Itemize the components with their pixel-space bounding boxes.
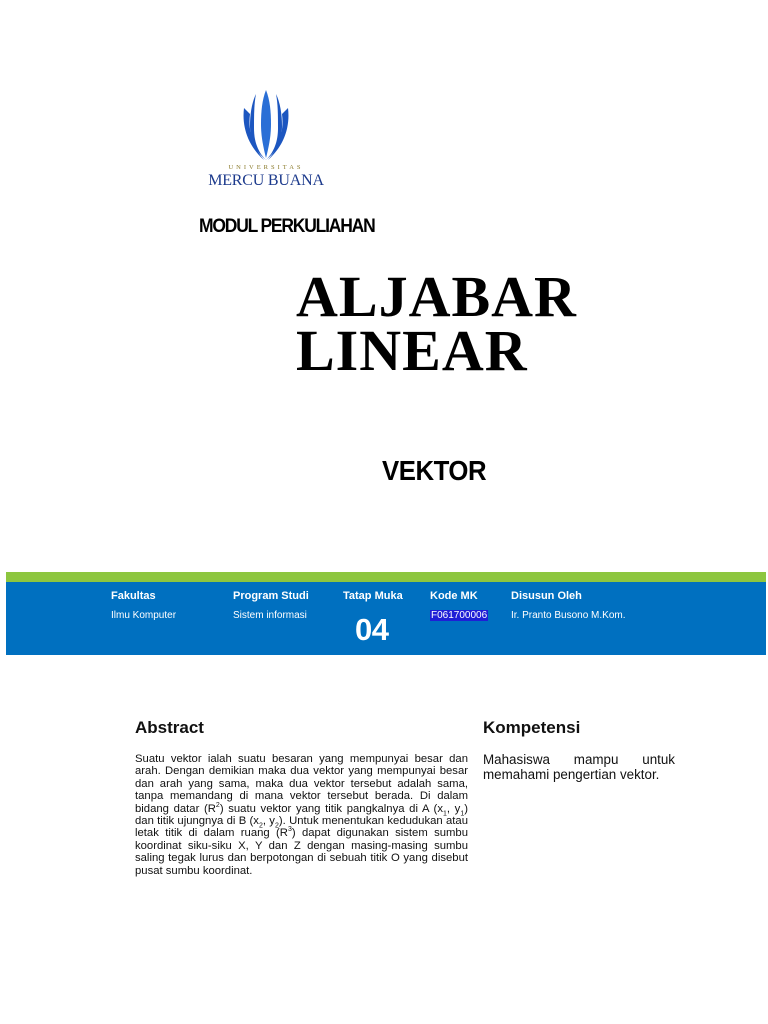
- kode-mk-label: Kode MK: [430, 590, 478, 602]
- kode-mk-highlight: F061700006: [431, 610, 488, 621]
- course-info-band: [6, 582, 766, 655]
- kompetensi-body: Mahasiswa mampu untuk memahami pengertian vektor.: [483, 752, 675, 782]
- course-title: [296, 264, 577, 383]
- kode-mk-value: [430, 610, 488, 621]
- fakultas-value: Ilmu Komputer: [111, 610, 177, 621]
- tatap-muka-label: Tatap Muka: [343, 590, 403, 602]
- program-studi-value: Sistem informasi: [233, 610, 307, 621]
- accent-bar: [6, 572, 766, 582]
- abstract-heading: Abstract: [135, 718, 204, 737]
- disusun-oleh-value: Ir. Pranto Busono M.Kom.: [511, 610, 626, 621]
- kompetensi-heading: Kompetensi: [483, 718, 581, 737]
- program-studi-label: Program Studi: [233, 590, 309, 602]
- module-label: MODUL PERKULIAHAN: [199, 216, 375, 237]
- fakultas-label: Fakultas: [111, 590, 156, 602]
- topic-title: VEKTOR: [382, 455, 487, 486]
- university-logo: [198, 88, 334, 196]
- logo-universitas-text: UNIVERSITAS: [228, 164, 304, 171]
- course-title-line2: LINEAR: [296, 318, 528, 383]
- course-title-line1: ALJABAR: [296, 264, 577, 329]
- tatap-muka-value: 04: [355, 612, 389, 647]
- logo-university-name: MERCU BUANA: [208, 172, 324, 189]
- abstract-body: Suatu vektor ialah suatu besaran yang mempunyai besar dan arah. Dengan demikian maka dua vektor yang mempunyai besar dan arah yang sama, maka dua vektor tersebut adalah sama, tanpa memandang di mana vektor tersebut berada. Di dalam bidang datar $(R^2)$ suatu vektor yang titik pangkalnya di A ($x_1$, $y_1$) dan titik ujungnya di B ($x_2$, $y_2$). Untuk menentukan kedudukan atau letak titik di dalam ruang $(R^3)$ dapat digunakan sistem sumbu koordinat siku-siku X, Y dan Z dengan masing-masing sumbu saling tegak lurus dan berpotongan di sebuah titik O yang disebut pusat sumbu koordinat.: [135, 753, 468, 877]
- mercu-buana-flame-icon: [242, 88, 290, 162]
- disusun-oleh-label: Disusun Oleh: [511, 590, 582, 602]
